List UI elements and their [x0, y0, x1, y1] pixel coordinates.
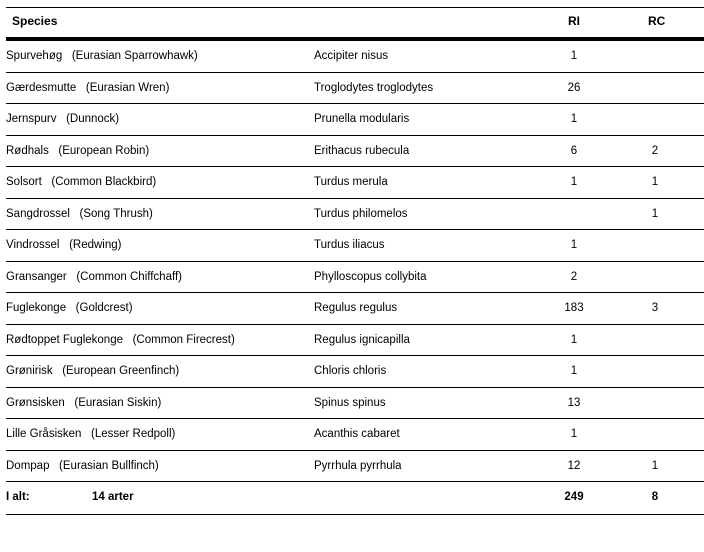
table-body [6, 41, 704, 482]
header-rc: RC [648, 14, 666, 28]
table-row [6, 199, 704, 231]
ri-count: 6 [570, 144, 578, 157]
table-row [6, 451, 704, 483]
species-name: Grønsisken (Eurasian Siskin) [6, 396, 162, 409]
header-ri: RI [568, 14, 580, 28]
species-name: Rødtoppet Fuglekonge (Common Firecrest) [6, 333, 235, 346]
table-row [6, 104, 704, 136]
table-row [6, 136, 704, 168]
latin-name: Turdus iliacus [314, 239, 385, 251]
ri-count: 1 [570, 333, 578, 346]
rc-count: 1 [651, 176, 659, 188]
ri-count: 2 [570, 270, 578, 283]
rc-count: 3 [651, 302, 659, 314]
total-label: I alt: [6, 491, 30, 503]
total-species-count: 14 arter [92, 491, 134, 503]
species-name: Spurvehøg (Eurasian Sparrowhawk) [6, 50, 198, 62]
latin-name: Erithacus rubecula [314, 144, 410, 157]
table-row [6, 325, 704, 357]
latin-name: Accipiter nisus [314, 50, 389, 62]
table-header [6, 7, 704, 41]
table-row [6, 293, 704, 325]
ri-count: 12 [567, 459, 581, 472]
ri-count: 1 [570, 113, 578, 125]
species-name: Gærdesmutte (Eurasian Wren) [6, 81, 170, 94]
header-species: Species [12, 14, 58, 28]
table-row [6, 388, 704, 420]
ri-count: 1 [570, 239, 578, 251]
table-row [6, 167, 704, 199]
latin-name: Troglodytes troglodytes [314, 81, 434, 94]
latin-name: Regulus ignicapilla [314, 333, 410, 346]
species-name: Solsort (Common Blackbird) [6, 176, 157, 188]
total-row [6, 482, 704, 515]
table-row [6, 419, 704, 451]
ri-count: 1 [570, 50, 578, 62]
species-name: Rødhals (European Robin) [6, 144, 150, 157]
latin-name: Prunella modularis [314, 113, 410, 125]
table-row [6, 73, 704, 105]
table-row [6, 262, 704, 294]
total-rc: 8 [651, 491, 659, 503]
species-name: Vindrossel (Redwing) [6, 239, 122, 251]
species-name: Grønirisk (European Greenfinch) [6, 365, 180, 377]
total-ri: 249 [564, 491, 584, 503]
latin-name: Phylloscopus collybita [314, 270, 427, 283]
latin-name: Pyrrhula pyrrhula [314, 459, 402, 472]
species-name: Gransanger (Common Chiffchaff) [6, 270, 182, 283]
species-name: Dompap (Eurasian Bullfinch) [6, 459, 159, 472]
table-row [6, 356, 704, 388]
species-name: Jernspurv (Dunnock) [6, 113, 120, 125]
species-name: Lille Gråsisken (Lesser Redpoll) [6, 428, 176, 440]
table-row [6, 230, 704, 262]
ri-count: 13 [567, 396, 581, 409]
ri-count: 1 [570, 428, 578, 440]
latin-name: Chloris chloris [314, 365, 387, 377]
latin-name: Spinus spinus [314, 396, 386, 409]
ri-count: 1 [570, 365, 578, 377]
latin-name: Acanthis cabaret [314, 428, 400, 440]
species-name: Fuglekonge (Goldcrest) [6, 302, 133, 314]
rc-count: 1 [651, 459, 659, 472]
latin-name: Turdus philomelos [314, 207, 408, 220]
species-table [6, 7, 704, 515]
species-name: Sangdrossel (Song Thrush) [6, 207, 153, 220]
table-row [6, 41, 704, 73]
ri-count: 183 [564, 302, 584, 314]
latin-name: Turdus merula [314, 176, 388, 188]
ri-count: 26 [567, 81, 581, 94]
rc-count: 2 [651, 144, 659, 157]
ri-count: 1 [570, 176, 578, 188]
latin-name: Regulus regulus [314, 302, 398, 314]
rc-count: 1 [651, 207, 659, 220]
